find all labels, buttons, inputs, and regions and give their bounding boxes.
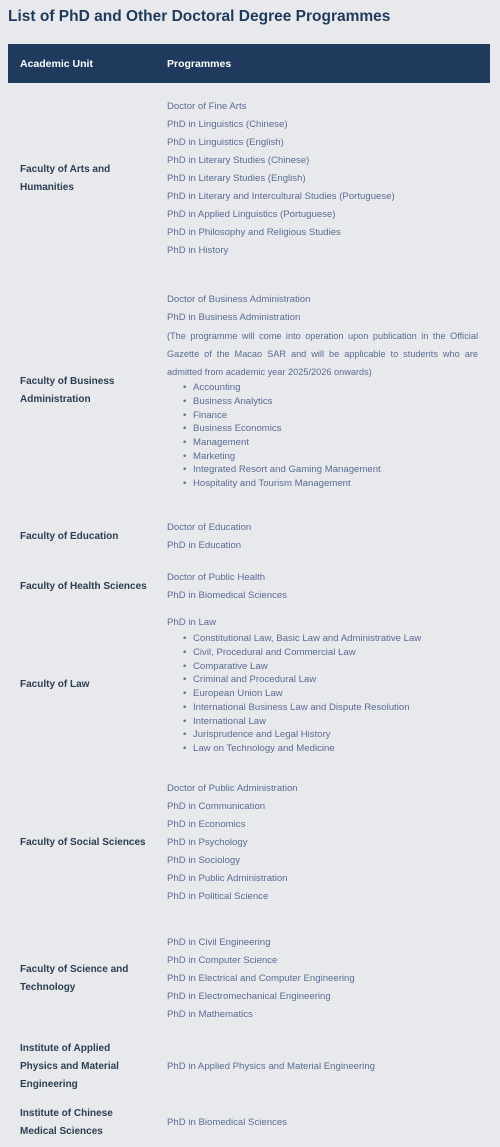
academic-unit: Faculty of Social Sciences xyxy=(20,837,146,848)
programme-link[interactable]: PhD in Business Administration xyxy=(167,312,301,324)
programme-link[interactable]: Doctor of Fine Arts xyxy=(167,101,247,112)
specialization-item: • Hospitality and Tourism Management xyxy=(193,477,478,491)
specialization-item: • Integrated Resort and Gaming Management xyxy=(193,463,478,477)
academic-unit: Faculty of Science and Technology xyxy=(20,964,129,993)
programme-link[interactable]: PhD in History xyxy=(167,245,229,256)
specialization-item: • Finance xyxy=(193,409,478,423)
table-row xyxy=(8,507,490,567)
specialization-item: • International Business Law and Dispute Resolution xyxy=(193,701,478,715)
specialization-item: • European Union Law xyxy=(193,687,478,701)
specialization-list xyxy=(167,381,478,491)
header-academic-unit: Academic Unit xyxy=(20,57,93,70)
programme-list xyxy=(155,934,490,1024)
specialization-item: • Jurisprudence and Legal History xyxy=(193,728,478,742)
specialization-item: • Accounting xyxy=(193,381,478,395)
programme-list xyxy=(155,98,490,260)
programme-link[interactable]: PhD in Education xyxy=(167,540,242,551)
programme-list xyxy=(155,519,490,555)
programme-link[interactable]: PhD in Linguistics (Chinese) xyxy=(167,119,288,130)
programme-link[interactable]: PhD in Sociology xyxy=(167,855,241,866)
programme-link[interactable]: Doctor of Public Health xyxy=(167,572,266,583)
specialization-item: • Business Economics xyxy=(193,422,478,436)
table-row xyxy=(8,275,490,507)
specialization-item: • Criminal and Procedural Law xyxy=(193,673,478,687)
programme-link[interactable]: PhD in Mathematics xyxy=(167,1009,253,1020)
programme-link[interactable]: PhD in Electrical and Computer Engineering xyxy=(167,973,355,984)
header-programmes: Programmes xyxy=(167,57,232,70)
programme-link[interactable]: PhD in Psychology xyxy=(167,837,248,848)
specialization-list xyxy=(167,632,478,755)
programme-link[interactable]: Doctor of Education xyxy=(167,522,252,533)
specialization-item: • Marketing xyxy=(193,450,478,464)
specialization-item: • Law on Technology and Medicine xyxy=(193,742,478,756)
programmes-table xyxy=(8,44,490,1147)
programme-link[interactable]: PhD in Biomedical Sciences xyxy=(167,1117,287,1128)
specialization-item: • Civil, Procedural and Commercial Law xyxy=(193,646,478,660)
academic-unit: Institute of Applied Physics and Material Engineering xyxy=(20,1043,119,1090)
programme-list xyxy=(155,614,490,755)
programme-link[interactable]: PhD in Literary and Intercultural Studies (Portuguese) xyxy=(167,191,395,202)
programme-link[interactable]: PhD in Political Science xyxy=(167,891,269,902)
programme-list xyxy=(155,1058,490,1076)
programme-link[interactable]: PhD in Biomedical Sciences xyxy=(167,590,287,601)
specialization-item: • Management xyxy=(193,436,478,450)
table-row xyxy=(8,567,490,607)
academic-unit: Faculty of Business Administration xyxy=(20,376,115,405)
programme-link[interactable]: PhD in Applied Linguistics (Portuguese) xyxy=(167,209,336,220)
programme-link[interactable]: PhD in Computer Science xyxy=(167,955,278,966)
specialization-item: • International Law xyxy=(193,715,478,729)
programme-link[interactable]: PhD in Communication xyxy=(167,801,266,812)
specialization-item: • Business Analytics xyxy=(193,395,478,409)
table-row xyxy=(8,923,490,1035)
table-row xyxy=(8,1099,490,1147)
academic-unit: Faculty of Law xyxy=(20,679,90,690)
specialization-item: • Constitutional Law, Basic Law and Administrative Law xyxy=(193,632,478,646)
specialization-item: • Comparative Law xyxy=(193,660,478,674)
programme-list xyxy=(155,569,490,605)
table-row xyxy=(8,763,490,923)
programme-link[interactable]: Doctor of Public Administration xyxy=(167,783,298,794)
table-row xyxy=(8,83,490,275)
table-row xyxy=(8,607,490,763)
programme-link[interactable]: PhD in Literary Studies (English) xyxy=(167,173,306,184)
academic-unit: Faculty of Arts and Humanities xyxy=(20,164,111,193)
academic-unit: Institute of Chinese Medical Sciences xyxy=(20,1108,113,1137)
programme-link[interactable]: Doctor of Business Administration xyxy=(167,294,311,306)
table-row xyxy=(8,1035,490,1099)
programme-list xyxy=(155,1114,490,1132)
programme-list xyxy=(155,291,490,491)
programme-link[interactable]: PhD in Public Administration xyxy=(167,873,288,884)
programme-link[interactable]: PhD in Civil Engineering xyxy=(167,937,271,948)
programme-link[interactable]: PhD in Electromechanical Engineering xyxy=(167,991,331,1002)
table-header-row xyxy=(8,44,490,83)
programme-link[interactable]: PhD in Economics xyxy=(167,819,246,830)
programme-link[interactable]: PhD in Philosophy and Religious Studies xyxy=(167,227,341,238)
programme-link[interactable]: PhD in Literary Studies (Chinese) xyxy=(167,155,310,166)
page-title: List of PhD and Other Doctoral Degree Programmes xyxy=(8,8,391,25)
programme-link[interactable]: PhD in Law xyxy=(167,617,217,629)
academic-unit: Faculty of Health Sciences xyxy=(20,581,147,592)
programme-link[interactable]: PhD in Applied Physics and Material Engineering xyxy=(167,1061,375,1072)
programme-link[interactable]: PhD in Linguistics (English) xyxy=(167,137,284,148)
programme-list xyxy=(155,780,490,906)
programme-note: (The programme will come into operation upon publication in the Official Gazette of the Macao SAR and will be applicable to students who are admitted from academic year 2025/2026 onwards) xyxy=(167,331,478,378)
academic-unit: Faculty of Education xyxy=(20,531,119,542)
